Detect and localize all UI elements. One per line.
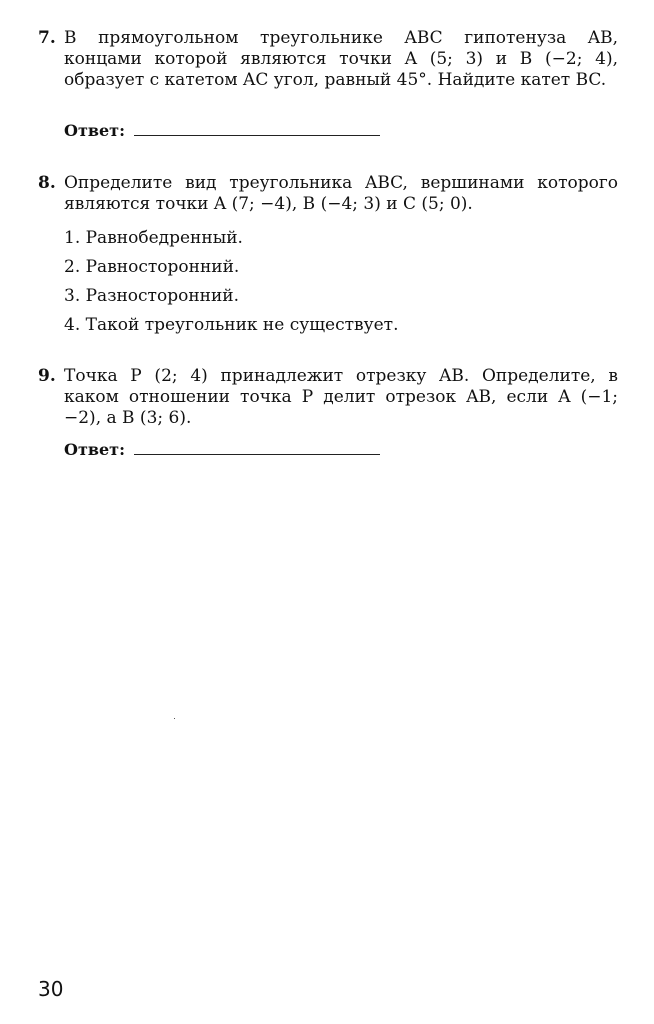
page-number: 30	[38, 977, 64, 1001]
problem-9-number: 9.	[38, 366, 56, 386]
problem-7	[38, 28, 618, 91]
problem-7-number: 7.	[38, 28, 56, 48]
problem-8-text: Определите вид треугольника ABC, вершинами которого являются точки A (7; −4), B (−4; 3) и C (5; 0).	[64, 173, 618, 214]
problem-7-answer-line[interactable]	[134, 135, 380, 136]
problem-9-answer-line[interactable]	[134, 454, 380, 455]
problem-7-answer-label: Ответ:	[64, 121, 125, 140]
problem-8-number: 8.	[38, 173, 56, 193]
problem-8-option-4: 4. Такой треугольник не существует.	[64, 315, 399, 335]
problem-8	[38, 173, 618, 215]
problem-9	[38, 366, 618, 429]
problem-9-answer-label: Ответ:	[64, 440, 125, 459]
problem-9-text: Точка P (2; 4) принадлежит отрезку AB. Определите, в каком отношении точка P делит отрезок AB, если A (−1; −2), а B (3; 6).	[64, 366, 618, 428]
problem-8-option-2: 2. Равносторонний.	[64, 257, 240, 277]
scan-speck	[174, 718, 175, 719]
problem-8-option-1: 1. Равнобедренный.	[64, 228, 243, 248]
problem-8-option-3: 3. Разносторонний.	[64, 286, 240, 306]
problem-7-text: В прямоугольном треугольнике ABC гипотенуза AB, концами которой являются точки A (5; 3) и B (−2; 4), образует с катетом AC угол, равный 45°. Найдите катет BC.	[64, 28, 618, 90]
